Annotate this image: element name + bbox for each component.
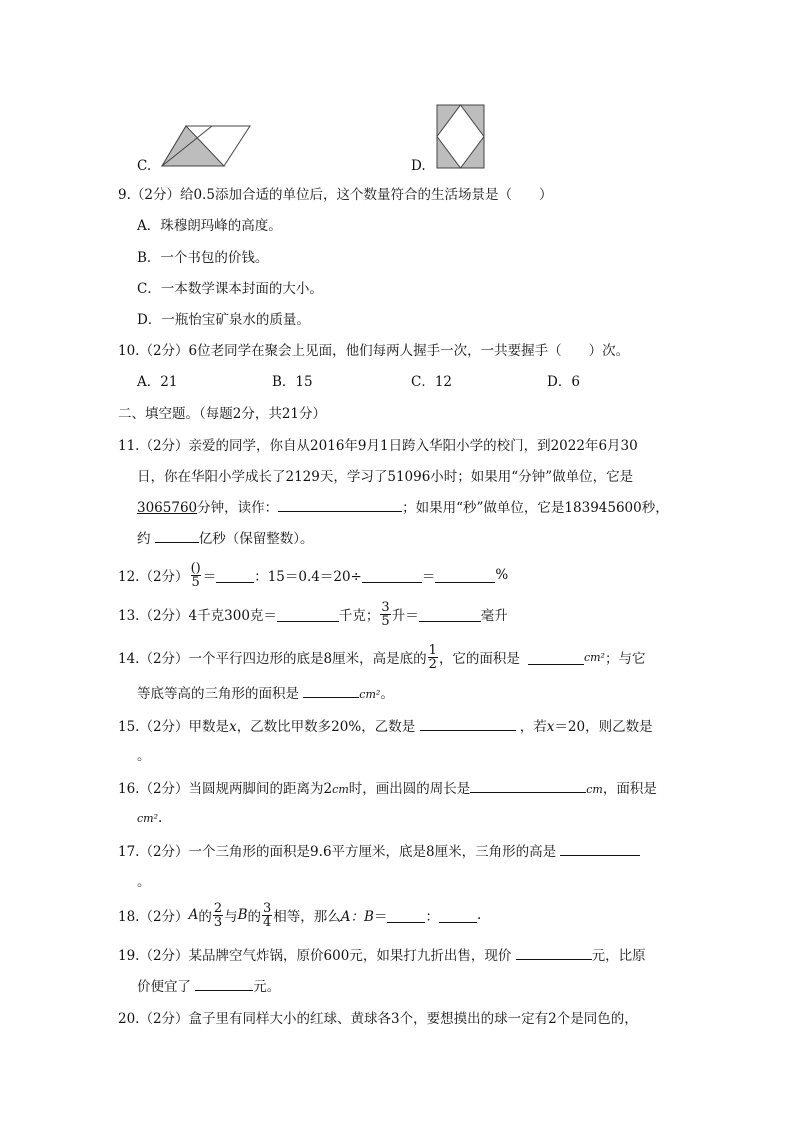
variable-x: x [546, 719, 555, 735]
q17-line1 [118, 841, 640, 861]
q10-stem: 10.（2分）6位老同学在聚会上见面，他们每两人握手一次，一共要握手（ ）次。 [118, 343, 630, 359]
q18-yu: 与 [224, 909, 238, 925]
fraction-numerator: () [190, 560, 201, 576]
q12-middle-text: ：15＝0.4＝20÷ [254, 569, 362, 585]
q16-text-c: ，面积是 [602, 781, 657, 797]
unit-cm2: cm² [359, 688, 381, 701]
q9-option-d: D．一瓶怡宝矿泉水的质量。 [137, 312, 310, 328]
ratio-colon: ： [425, 909, 439, 925]
q11-line4 [137, 528, 314, 548]
answer-blank[interactable] [155, 528, 199, 543]
q11-unit-text: 亿秒（保留整数）。 [198, 531, 314, 547]
q14-line2 [137, 683, 394, 703]
q14-fraction [428, 644, 438, 671]
answer-blank[interactable] [470, 778, 586, 793]
q13-kg-unit: 千克； [338, 608, 380, 624]
q11-seconds-text: ；如果用“秒”做单位，它是183945600秒， [402, 500, 669, 516]
q19-line1 [118, 945, 646, 965]
equals-sign: ＝ [202, 569, 217, 585]
answer-blank[interactable] [216, 568, 254, 583]
q14-text-b: ，它的面积是 [438, 651, 520, 667]
q13-fraction [380, 601, 390, 628]
q18-fraction-2 [262, 902, 272, 929]
q16-text-a: 16.（2分）当圆规两脚间的距离为2 [118, 781, 333, 797]
q10-option-a: A．21 [137, 374, 178, 390]
q13-line [118, 597, 508, 631]
q15-line2: 。 [137, 748, 151, 764]
fraction-denominator: 3 [213, 914, 223, 930]
q9-option-b: B．一个书包的价钱。 [137, 250, 269, 266]
q11-approx-label: 约 [137, 531, 151, 547]
period: . [158, 810, 163, 826]
q16-line2 [137, 808, 162, 828]
parallelogram-figure [160, 124, 254, 168]
answer-blank[interactable] [278, 497, 402, 512]
unit-cm: cm [332, 783, 349, 796]
q14-text-c: ；与它 [604, 651, 646, 667]
q15-line1 [118, 716, 653, 736]
q11-line3 [137, 497, 669, 517]
unit-cm2: cm² [137, 812, 159, 825]
q12-prefix: 12.（2分） [118, 569, 189, 585]
period: . [476, 907, 482, 923]
q18-text-b: 相等，那么 [273, 909, 341, 925]
q9-option-a: A．珠穆朗玛峰的高度。 [137, 218, 282, 234]
q11-number: 3065760 [137, 500, 198, 516]
answer-blank[interactable] [439, 908, 477, 923]
answer-blank[interactable] [420, 716, 516, 731]
fraction-numerator: 2 [213, 900, 223, 916]
answer-blank[interactable] [435, 568, 495, 583]
q12-fraction [190, 562, 202, 589]
q19-text-b: 元，比原 [591, 948, 646, 964]
q18-de: 的 [198, 909, 212, 925]
q13-ml-unit: 毫升 [480, 608, 508, 624]
q9-stem: 9.（2分）给0.5添加合适的单位后，这个数量符合的生活场景是（ ） [118, 187, 553, 203]
q10-option-b: B．15 [272, 374, 313, 390]
answer-blank[interactable] [195, 976, 253, 991]
fraction-numerator: 3 [263, 900, 272, 916]
q9-option-c: C．一本数学课本封面的大小。 [137, 281, 323, 297]
answer-blank[interactable] [387, 908, 425, 923]
fraction-denominator: 5 [191, 574, 200, 590]
q17-text: 17.（2分）一个三角形的面积是9.6平方厘米，底是8厘米，三角形的高是 [118, 844, 557, 860]
q11-line1: 11.（2分）亲爱的同学，你自从2016年9月1日跨入华阳小学的校门，到2022年6月30 [118, 438, 638, 454]
q16-line1 [118, 778, 657, 798]
q18-prefix: 18.（2分） [118, 909, 189, 925]
q14-line1 [118, 640, 645, 674]
variable-x: x [229, 719, 237, 735]
answer-blank[interactable] [560, 841, 640, 856]
option-c-label: C. [137, 158, 152, 174]
q15-text-a: 15.（2分）甲数是 [118, 719, 230, 735]
q18-fraction-1 [213, 902, 223, 929]
equals-sign: ＝ [421, 569, 436, 585]
q13-prefix: 13.（2分）4千克300克＝ [118, 608, 277, 624]
option-d-label: D. [411, 158, 426, 174]
q18-de: 的 [247, 909, 262, 925]
unit-cm: cm [586, 783, 603, 796]
q17-line2: 。 [137, 874, 151, 890]
answer-blank[interactable] [516, 945, 592, 960]
fraction-denominator: 4 [263, 914, 272, 930]
unit-cm2: cm² [583, 650, 605, 664]
q10-option-d: D．6 [547, 374, 580, 390]
percent-sign: % [495, 567, 509, 583]
q10-option-c: C．12 [411, 374, 453, 390]
q15-text-b: ，乙数比甲数多20%，乙数是 [236, 719, 416, 735]
answer-blank[interactable] [362, 568, 422, 583]
q18-ratio: A：B [340, 909, 374, 925]
fraction-denominator: 5 [381, 613, 390, 629]
q19-line2 [137, 976, 280, 996]
variable-a: A [188, 907, 199, 923]
q15-text-d: ＝20，则乙数是 [554, 719, 653, 735]
q19-cheaper-text: 价便宜了 [137, 979, 191, 995]
period: 。 [380, 686, 394, 702]
q15-text-c: ，若 [519, 719, 547, 735]
q20-line1: 20.（2分）盒子里有同样大小的红球、黄球各3个，要想摸出的球一定有2个是同色的， [118, 1011, 638, 1027]
section-heading: 二、填空题。（每题2分，共21分） [118, 406, 327, 422]
q13-liter-unit: 升＝ [391, 608, 419, 624]
q12-line [118, 558, 508, 592]
q19-text-a: 19.（2分）某品牌空气炸锅，原价600元，如果打九折出售，现价 [118, 948, 512, 964]
rectangle-rhombus-figure [436, 104, 486, 170]
answer-blank[interactable] [303, 683, 359, 698]
q19-unit-text: 元。 [253, 979, 281, 995]
answer-blank[interactable] [277, 607, 339, 622]
answer-blank[interactable] [528, 650, 584, 665]
q11-read-label: 分钟，读作： [197, 500, 279, 516]
answer-blank[interactable] [419, 607, 481, 622]
q14-text-a: 14.（2分）一个平行四边形的底是8厘米，高是底的 [118, 651, 427, 667]
q18-line [118, 898, 481, 932]
q14-triangle-text: 等底等高的三角形的面积是 [137, 686, 299, 702]
fraction-numerator: 3 [381, 599, 390, 615]
q16-text-b: 时，画出圆的周长是 [348, 781, 471, 797]
equals-sign: ＝ [373, 909, 388, 925]
variable-b: B [237, 907, 248, 923]
q11-line2: 日，你在华阳小学成长了2129天，学习了51096小时；如果用“分钟”做单位，它是 [137, 469, 634, 485]
fraction-denominator: 2 [428, 656, 437, 672]
fraction-numerator: 1 [428, 642, 437, 658]
